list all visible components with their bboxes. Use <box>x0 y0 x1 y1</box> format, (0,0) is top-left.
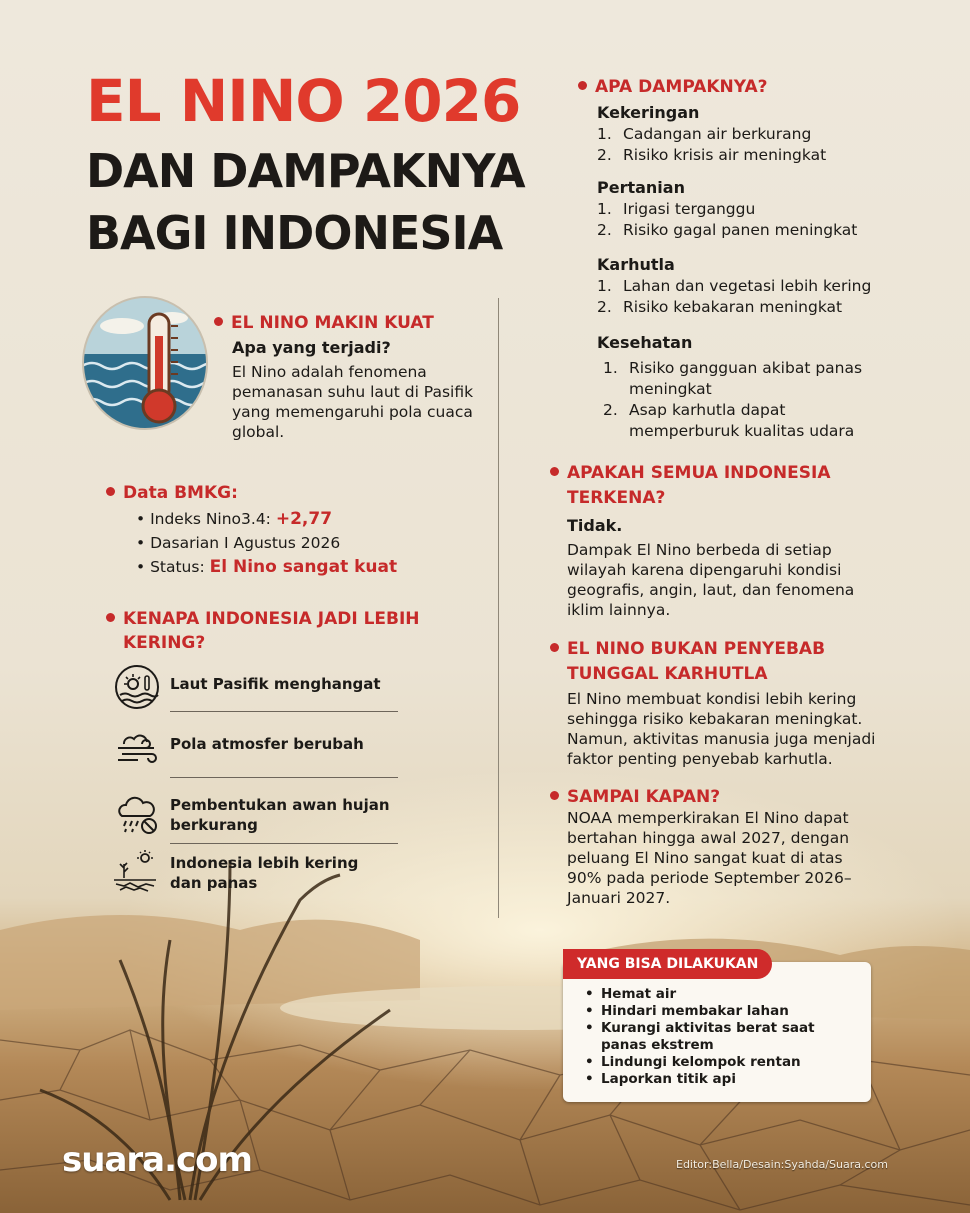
reason-3-text-line1: Pembentukan awan hujan <box>170 796 390 814</box>
list-item-text: Risiko gangguan akibat panas meningkat <box>629 359 863 398</box>
section-heading-sampai <box>550 786 720 808</box>
section-heading-kenapa <box>106 608 420 630</box>
reason-3-text-line2: berkurang <box>170 816 258 834</box>
reason-divider <box>170 711 398 712</box>
list-item-text: Cadangan air berkurang <box>623 125 812 143</box>
list-item: 1. Cadangan air berkurang <box>597 125 812 143</box>
bullet-dot <box>106 487 115 496</box>
group-title: Pertanian <box>597 178 685 197</box>
reason-divider <box>170 843 398 844</box>
wind-cloud-icon <box>114 724 160 770</box>
action-item: • Hindari membakar lahan <box>581 1003 847 1020</box>
heading-text: Data BMKG: <box>123 483 238 503</box>
column-divider <box>498 298 499 918</box>
group-title: Kekeringan <box>597 103 700 122</box>
reason-4-text-line2: dan panas <box>170 874 258 892</box>
reason-4-text-line1: Indonesia lebih kering <box>170 854 359 872</box>
sun-waves-thermometer-icon <box>114 664 160 710</box>
actions-box <box>563 962 871 1102</box>
status-value: El Nino sangat kuat <box>209 557 398 577</box>
bullet-dot <box>106 613 115 622</box>
heading-text: EL NINO BUKAN PENYEBAB <box>567 639 826 659</box>
group-list <box>597 199 927 241</box>
section-heading-dampak <box>578 76 767 98</box>
heading-text: KENAPA INDONESIA JADI LEBIH <box>123 609 420 629</box>
group-title: Karhutla <box>597 255 675 274</box>
dampak-group-kesehatan <box>597 332 887 442</box>
list-item-text: Lahan dan vegetasi lebih kering <box>623 277 872 295</box>
action-item: • Hemat air <box>581 986 847 1003</box>
group-list <box>597 124 927 166</box>
list-item-text: Risiko krisis air meningkat <box>623 146 827 164</box>
list-item-text: Irigasi terganggu <box>623 200 756 218</box>
thermometer-ocean-icon <box>82 296 208 430</box>
main-title-line3: BAGI INDONESIA <box>86 206 503 260</box>
main-title-line1: EL NINO 2026 <box>86 67 521 135</box>
section-heading-semua-line2: TERKENA? <box>567 488 666 508</box>
list-item-text: Asap karhutla dapat memperburuk kualitas udara <box>629 401 855 440</box>
semua-description: Dampak El Nino berbeda di setiap wilayah karena dipengaruhi kondisi geografis, angin, laut, dan fenomena iklim lainnya. <box>567 541 855 619</box>
list-item-text: Risiko gagal panen meningkat <box>623 221 858 239</box>
list-item: 2. Asap karhutla dapat memperburuk kualitas udara <box>603 400 887 442</box>
section-heading-semua <box>550 462 831 484</box>
dampak-group-karhutla <box>597 254 927 318</box>
bullet-dot <box>214 317 223 326</box>
brand-logo: suara.com <box>62 1140 252 1180</box>
action-item: • Lindungi kelompok rentan <box>581 1054 847 1071</box>
action-item: • Kurangi aktivitas berat saat panas ekstrem <box>581 1020 847 1054</box>
bmkg-item-index <box>136 507 397 531</box>
makin-kuat-description: El Nino adalah fenomena pemanasan suhu laut di Pasifik yang memengaruhi pola cuaca global. <box>232 363 474 441</box>
bmkg-item-status <box>136 555 397 579</box>
bullet-dot <box>550 467 559 476</box>
dampak-group-pertanian <box>597 177 927 241</box>
section-heading-bukan <box>550 638 825 660</box>
bmkg-label: • Indeks Nino3.4: <box>136 510 276 528</box>
bukan-description: El Nino membuat kondisi lebih kering sehingga risiko kebakaran meningkat. Namun, aktivitas manusia juga menjadi faktor penting penyebab karhutla. <box>567 690 876 768</box>
dry-land-sun-icon <box>112 848 158 894</box>
heading-text: APAKAH SEMUA INDONESIA <box>567 463 831 483</box>
list-item: 1. Irigasi terganggu <box>597 200 756 218</box>
action-item: • Laporkan titik api <box>581 1071 847 1088</box>
answer-text: Tidak. <box>567 516 623 535</box>
reason-divider <box>170 777 398 778</box>
group-list <box>597 358 887 442</box>
bmkg-label: • Dasarian I Agustus 2026 <box>136 534 341 552</box>
list-item-text: Risiko kebakaran meningkat <box>623 298 843 316</box>
bmkg-item-period <box>136 531 397 555</box>
section-heading-bukan-line2: TUNGGAL KARHUTLA <box>567 664 768 684</box>
section-heading-kenapa-line2: KERING? <box>123 633 206 653</box>
reason-2-text: Pola atmosfer berubah <box>170 735 364 753</box>
list-item: 2. Risiko kebakaran meningkat <box>597 298 843 316</box>
sampai-description: NOAA memperkirakan El Nino dapat bertahan hingga awal 2027, dengan peluang El Nino sangat kuat di atas 90% pada periode September 2026–Januari 2027. <box>567 809 852 907</box>
group-list <box>597 276 927 318</box>
dampak-group-kekeringan <box>597 102 927 166</box>
heading-text: EL NINO MAKIN KUAT <box>231 313 434 333</box>
nino-index-value: +2,77 <box>275 509 333 529</box>
section-heading-bmkg <box>106 482 238 504</box>
rain-cloud-blocked-icon <box>114 792 160 838</box>
bullet-dot <box>550 791 559 800</box>
bmkg-label: • Status: <box>136 558 210 576</box>
list-item: 1. Lahan dan vegetasi lebih kering <box>597 277 872 295</box>
bullet-dot <box>550 643 559 652</box>
section-heading-makin-kuat <box>214 312 434 334</box>
actions-list <box>581 986 847 1088</box>
actions-box-heading: YANG BISA DILAKUKAN <box>563 949 772 979</box>
credit-text: Editor:Bella/Desain:Syahda/Suara.com <box>676 1158 888 1171</box>
bullet-dot <box>578 81 587 90</box>
heading-text: SAMPAI KAPAN? <box>567 787 721 807</box>
list-item: 2. Risiko krisis air meningkat <box>597 146 827 164</box>
group-title: Kesehatan <box>597 333 693 352</box>
heading-text: APA DAMPAKNYA? <box>595 77 768 97</box>
main-title-line2: DAN DAMPAKNYA <box>86 144 525 198</box>
bmkg-list <box>136 507 397 579</box>
reason-1-text: Laut Pasifik menghangat <box>170 675 381 693</box>
list-item: 2. Risiko gagal panen meningkat <box>597 221 858 239</box>
list-item: 1. Risiko gangguan akibat panas meningkat <box>603 358 887 400</box>
question-text: Apa yang terjadi? <box>232 338 391 357</box>
